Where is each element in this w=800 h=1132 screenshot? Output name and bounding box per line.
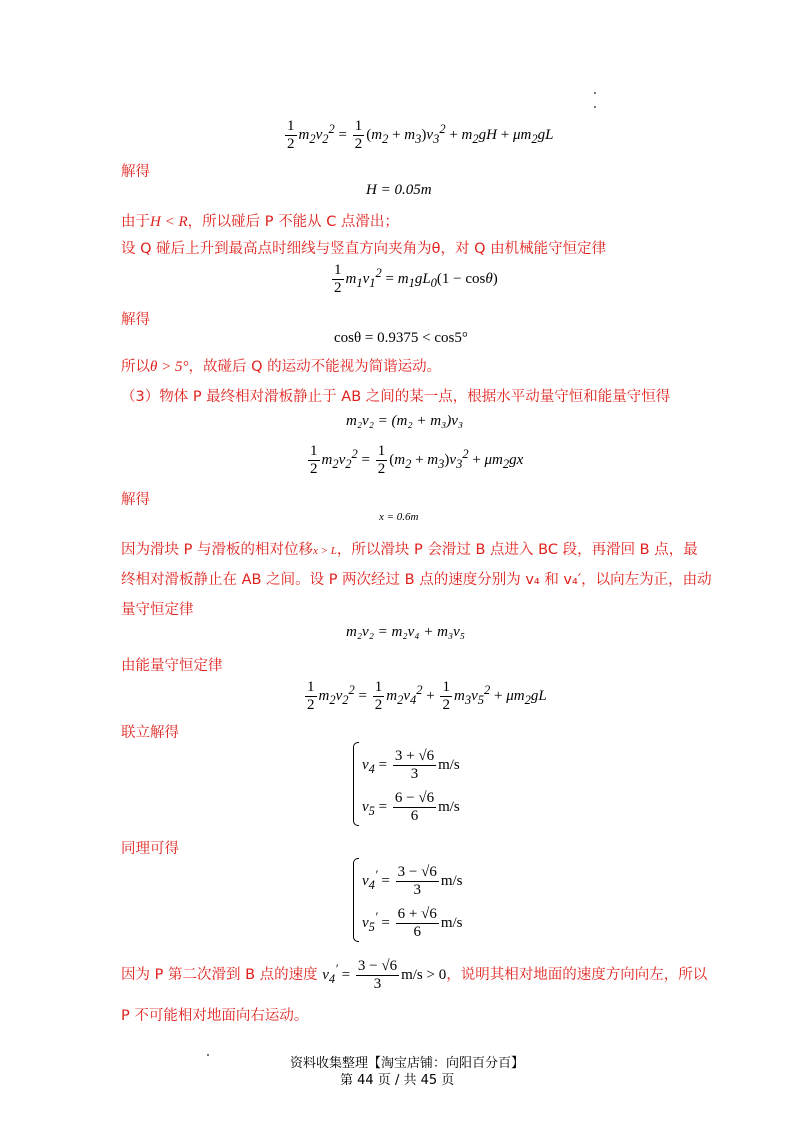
scan-dot — [594, 92, 596, 94]
footer-page-number: 第 44 页 / 共 45 页 — [340, 1073, 455, 1088]
equation-momentum-2: m₂v₂ = m₂v₄ + m₃v₅ — [346, 624, 466, 640]
text-line-15: P 不可能相对地面向右运动。 — [121, 1008, 309, 1024]
text-line-11: 由能量守恒定律 — [121, 658, 223, 674]
equation-energy-2: $\frac{1}{2}$ $m_2v_2^2$ = $\frac{1}{2}$ $(m_2 + m_3)v_3^2 + \mu m_2gx$ — [310, 443, 524, 477]
equation-energy-3: $\frac{1}{2}$ $m_2v_2^2$ = $\frac{1}{2}$ $m_2v_4^2$ + $\frac{1}{2}$ $m_3v_5^2 + \mu m_2gL$ — [307, 679, 547, 713]
text-line-2: 由于H < R，所以碰后 P 不能从 C 点滑出； — [121, 214, 399, 230]
equation-energy-1: $\frac{1}{2}$ $m_2v_2^2$ = $\frac{1}{2}$ $(m_2 + m_3)v_3^2 + m_2gH + \mu m_2gL$ — [287, 118, 554, 152]
text-jiede-2: 解得 — [121, 312, 150, 328]
footer-source: 资料收集整理【淘宝店铺：向阳百分百】 — [290, 1056, 525, 1071]
equation-v4-prime: $v_4'$ = $\frac{3 - √6}{3}$ m/s — [362, 864, 463, 898]
brace-system-2 — [353, 858, 359, 942]
equation-v5: $v_5$ = $\frac{6 - √6}{6}$ m/s — [362, 790, 460, 824]
equation-v4: $v_4$ = $\frac{3 + √6}{3}$ m/s — [362, 748, 460, 782]
text-jiede-3: 解得 — [121, 492, 150, 508]
text-line-8: 因为滑块 P 与滑板的相对位移x > L，所以滑块 P 会滑过 B 点进入 BC 段，再滑回 B 点，最 — [121, 542, 698, 558]
equation-x: x = 0.6m — [379, 511, 419, 523]
text-line-6: （3）物体 P 最终相对滑板静止于 AB 之间的某一点，根据水平动量守恒和能量守恒得 — [121, 389, 671, 405]
equation-v5-prime: $v_5'$ = $\frac{6 + √6}{6}$ m/s — [362, 906, 463, 940]
brace-system-1 — [353, 742, 359, 826]
scan-dot — [594, 106, 596, 108]
text-line-10: 量守恒定律 — [121, 602, 194, 618]
text-line-14: 因为 P 第二次滑到 B 点的速度 $v_4'$ = $\frac{3 - √6}{3}$ m/s > 0，说明其相对地面的速度方向向左，所以 — [121, 958, 708, 992]
equation-energy-Q: $\frac{1}{2}$ $m_1v_1^2 = m_1gL_0(1 - \cos\theta)$ — [334, 262, 498, 296]
text-line-13: 同理可得 — [121, 841, 179, 857]
text-line-12: 联立解得 — [121, 725, 179, 741]
footer-dot — [207, 1054, 209, 1056]
text-line-5: 所以θ > 5°，故碰后 Q 的运动不能视为简谐运动。 — [121, 359, 442, 375]
equation-momentum: m₂v₂ = (m₂ + m₃)v₃ — [346, 413, 464, 429]
text-jiede-1: 解得 — [121, 164, 150, 180]
equation-H: H = 0.05m — [366, 182, 432, 198]
text-line-3: 设 Q 碰后上升到最高点时细线与竖直方向夹角为θ，对 Q 由机械能守恒定律 — [121, 241, 607, 257]
equation-cos: cosθ = 0.9375 < cos5° — [334, 330, 468, 346]
text-line-9: 终相对滑板静止在 AB 之间。设 P 两次经过 B 点的速度分别为 v₄ 和 v₄′，以向左为正，由动 — [121, 572, 712, 588]
